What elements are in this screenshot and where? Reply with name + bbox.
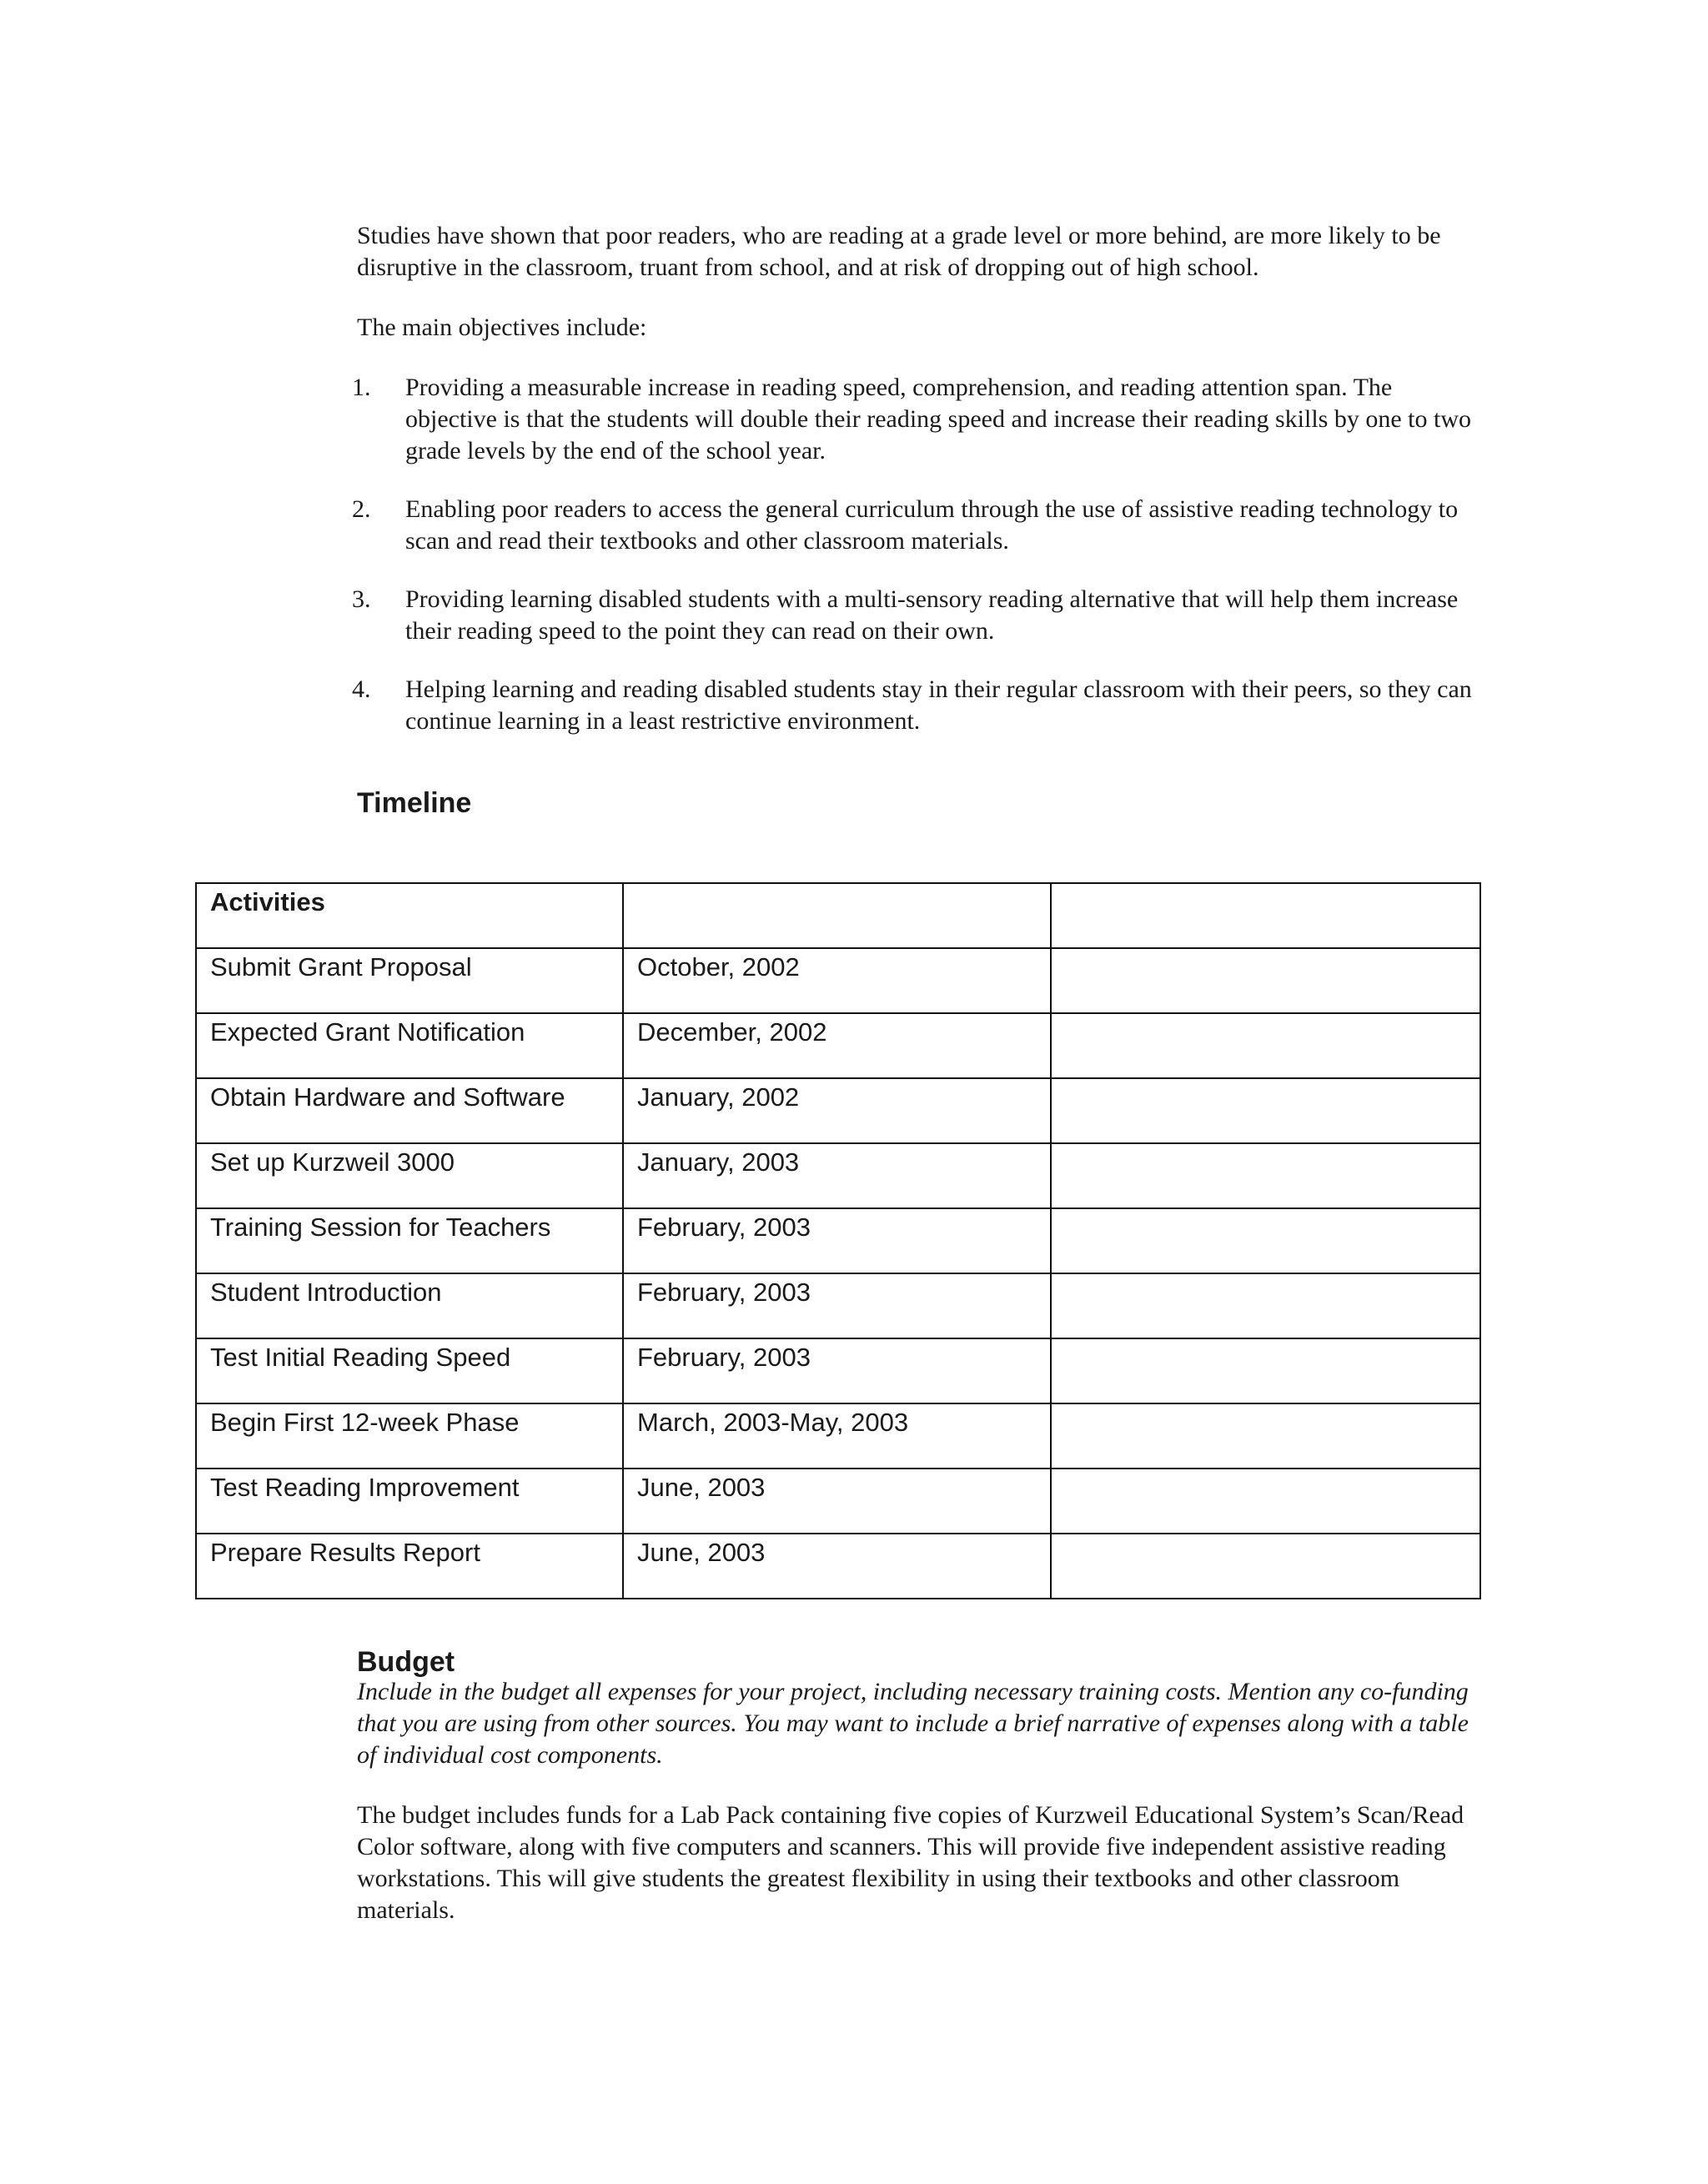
- notes-cell: [1051, 1469, 1480, 1534]
- notes-cell: [1051, 1338, 1480, 1403]
- date-cell: June, 2003: [623, 1469, 1051, 1534]
- notes-cell: [1051, 1273, 1480, 1338]
- objective-number: 3.: [352, 585, 371, 613]
- date-cell: June, 2003: [623, 1534, 1051, 1599]
- notes-cell: [1051, 948, 1480, 1013]
- notes-cell: [1051, 1534, 1480, 1599]
- budget-heading: Budget: [357, 1646, 455, 1678]
- activity-cell: Begin First 12-week Phase: [196, 1403, 623, 1469]
- activity-cell: Obtain Hardware and Software: [196, 1078, 623, 1143]
- activity-cell: Expected Grant Notification: [196, 1013, 623, 1078]
- activity-cell: Submit Grant Proposal: [196, 948, 623, 1013]
- date-cell: January, 2003: [623, 1143, 1051, 1208]
- header-date: [623, 883, 1051, 948]
- table-row: [196, 1273, 1480, 1338]
- date-cell: February, 2003: [623, 1338, 1051, 1403]
- table-row: [196, 1143, 1480, 1208]
- table-row: [196, 1469, 1480, 1534]
- objective-text: Providing a measurable increase in reading speed, comprehension, and reading attention span. The objective is that the students will double their reading speed and increase their reading skills by one to two grade levels by the end of the school year.: [405, 374, 1472, 464]
- activity-cell: Test Initial Reading Speed: [196, 1338, 623, 1403]
- table-row: [196, 1013, 1480, 1078]
- objective-item: [352, 372, 1486, 467]
- objective-number: 2.: [352, 495, 371, 523]
- objective-number: 1.: [352, 374, 371, 401]
- budget-instructions: Include in the budget all expenses for your project, including necessary training costs. Mention any co-funding that you are using from other sources. You may want to include a brief narrative of expenses along with a table of individual cost components.: [357, 1678, 1469, 1769]
- activity-cell: Set up Kurzweil 3000: [196, 1143, 623, 1208]
- objective-text: Enabling poor readers to access the general curriculum through the use of assistive reading technology to scan and read their textbooks and other classroom materials.: [405, 495, 1459, 555]
- table-header-row: [196, 883, 1480, 948]
- header-activities: Activities: [196, 883, 623, 948]
- header-notes: [1051, 883, 1480, 948]
- intro-paragraph: Studies have shown that poor readers, who are reading at a grade level or more behind, are more likely to be disruptive in the classroom, truant from school, and at risk of dropping out of high school.: [357, 222, 1441, 281]
- table-row: [196, 948, 1480, 1013]
- date-cell: December, 2002: [623, 1013, 1051, 1078]
- table-row: [196, 1338, 1480, 1403]
- table-row: [196, 1078, 1480, 1143]
- table-row: [196, 1403, 1480, 1469]
- date-cell: October, 2002: [623, 948, 1051, 1013]
- table-row: [196, 1534, 1480, 1599]
- notes-cell: [1051, 1208, 1480, 1273]
- objective-item: [352, 584, 1486, 647]
- objectives-list: [352, 372, 1486, 764]
- date-cell: January, 2002: [623, 1078, 1051, 1143]
- date-cell: March, 2003-May, 2003: [623, 1403, 1051, 1469]
- objective-text: Helping learning and reading disabled students stay in their regular classroom with their peers, so they can continue learning in a least restrictive environment.: [405, 675, 1472, 735]
- notes-cell: [1051, 1078, 1480, 1143]
- activity-cell: Student Introduction: [196, 1273, 623, 1338]
- notes-cell: [1051, 1143, 1480, 1208]
- date-cell: February, 2003: [623, 1273, 1051, 1338]
- objectives-lead: The main objectives include:: [357, 314, 647, 341]
- objective-text: Providing learning disabled students with a multi-sensory reading alternative that will help them increase their reading speed to the point they can read on their own.: [405, 585, 1459, 645]
- notes-cell: [1051, 1013, 1480, 1078]
- timeline-table: [195, 882, 1481, 1599]
- activity-cell: Test Reading Improvement: [196, 1469, 623, 1534]
- budget-body: The budget includes funds for a Lab Pack containing five copies of Kurzweil Educational System’s Scan/Read Color software, along with five computers and scanners. This will provide five independent assistive reading workstations. This will give students the greatest flexibility in using their textbooks and other classroom materials.: [357, 1801, 1464, 1924]
- objective-number: 4.: [352, 675, 371, 703]
- timeline-heading: Timeline: [357, 787, 472, 819]
- objective-item: [352, 674, 1486, 737]
- activity-cell: Prepare Results Report: [196, 1534, 623, 1599]
- objective-item: [352, 494, 1486, 557]
- notes-cell: [1051, 1403, 1480, 1469]
- activity-cell: Training Session for Teachers: [196, 1208, 623, 1273]
- date-cell: February, 2003: [623, 1208, 1051, 1273]
- table-row: [196, 1208, 1480, 1273]
